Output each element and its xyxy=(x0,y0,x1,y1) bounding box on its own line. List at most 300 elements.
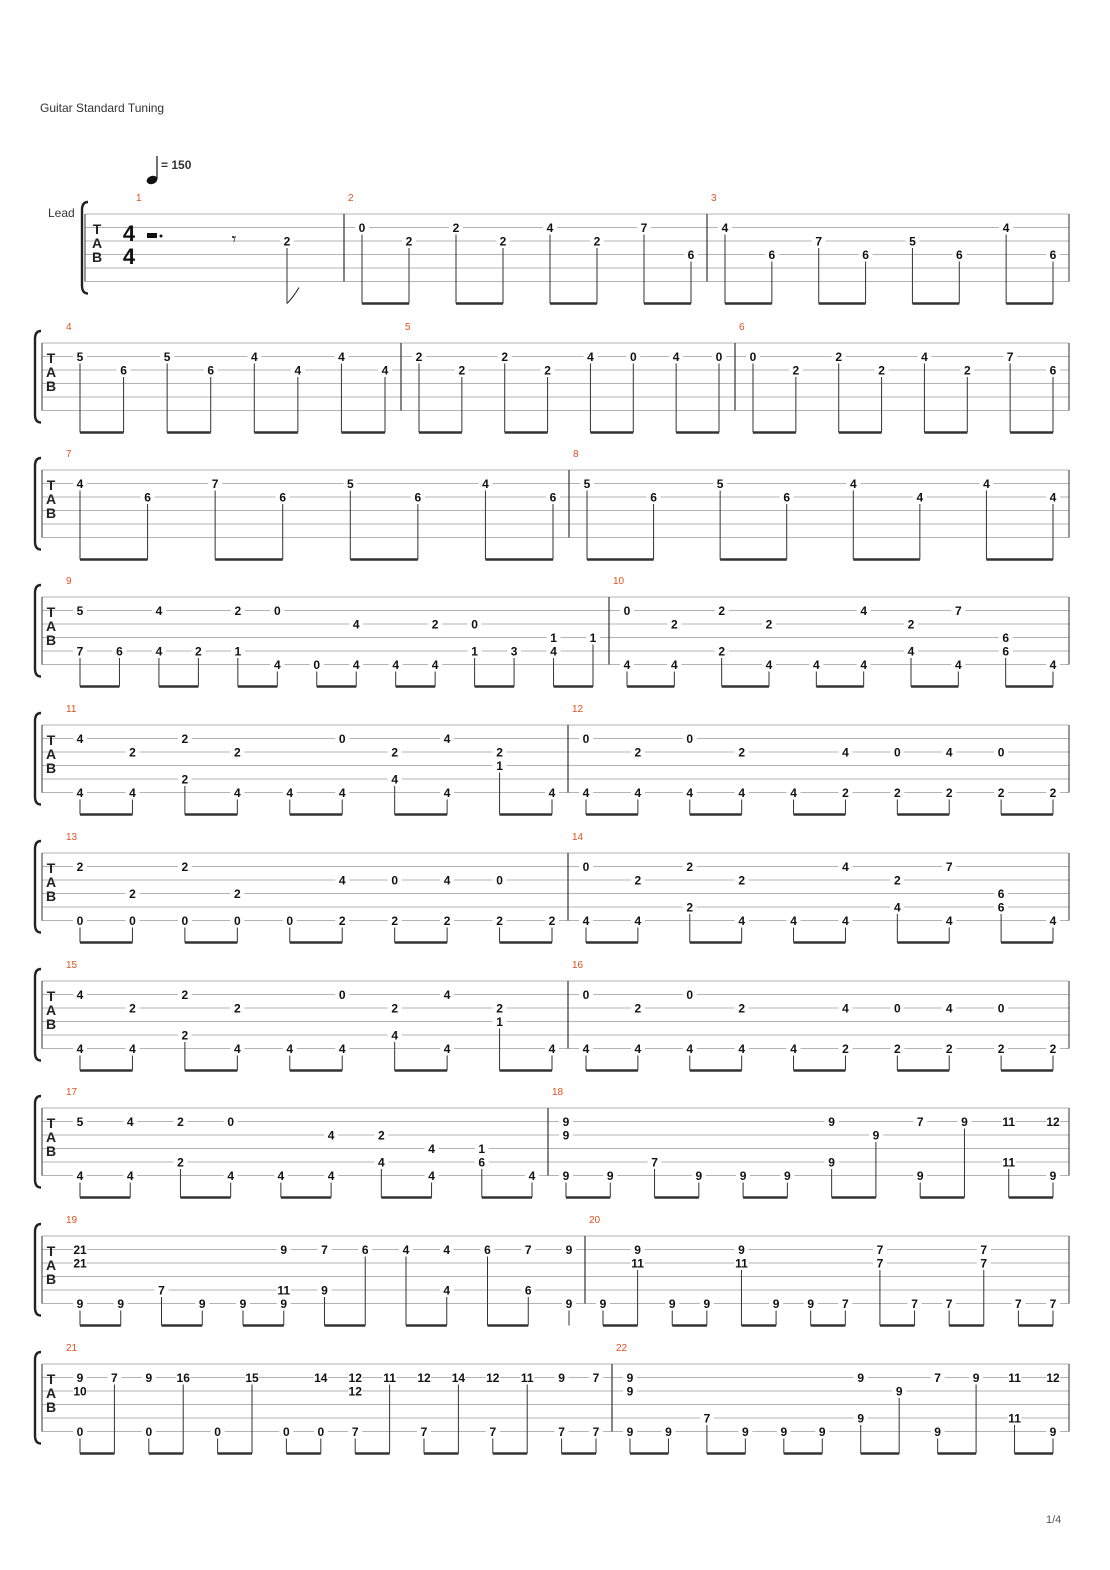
fret-number: 4 xyxy=(233,786,241,800)
fret-number: 4 xyxy=(812,658,820,672)
fret-number: 4 xyxy=(352,658,360,672)
fret-number: 9 xyxy=(738,1243,745,1257)
fret-number: 7 xyxy=(420,1425,428,1439)
fret-number: 4 xyxy=(548,1042,556,1056)
fret-number: 1 xyxy=(589,631,597,645)
fret-number: 4 xyxy=(286,1042,294,1056)
fret-number: 2 xyxy=(842,786,849,800)
fret-number: 7 xyxy=(489,1425,497,1439)
fret-number: 6 xyxy=(1002,631,1010,645)
fret-number: 4 xyxy=(842,1001,849,1016)
fret-number: 7 xyxy=(934,1371,941,1385)
fret-number: 0 xyxy=(582,860,590,874)
fret-number: 15 xyxy=(245,1371,259,1385)
fret-number: 4 xyxy=(391,772,399,787)
tab-clef-letter: B xyxy=(45,1016,57,1032)
fret-number: 2 xyxy=(835,350,843,364)
fret-number: 5 xyxy=(76,1115,84,1129)
fret-number: 7 xyxy=(945,1297,953,1311)
fret-number: 2 xyxy=(907,617,915,632)
fret-number: 6 xyxy=(524,1283,532,1298)
fret-number: 6 xyxy=(862,248,869,262)
fret-number: 0 xyxy=(283,1425,290,1439)
fret-number: 12 xyxy=(1046,1115,1060,1129)
fret-number: 4 xyxy=(377,1155,385,1170)
fret-number: 2 xyxy=(181,772,189,787)
fret-number: 2 xyxy=(738,1001,746,1016)
tab-clef-letter: B xyxy=(45,1271,57,1287)
fret-number: 14 xyxy=(314,1371,328,1385)
fret-number: 2 xyxy=(181,732,189,746)
tab-clef-letter: B xyxy=(45,505,57,521)
fret-number: 4 xyxy=(338,786,346,800)
fret-number: 4 xyxy=(443,786,451,800)
fret-number: 11 xyxy=(1008,1371,1021,1385)
fret-number: 9 xyxy=(280,1297,288,1311)
fret-number: 0 xyxy=(471,617,478,632)
time-signature-top: 4 xyxy=(122,221,136,246)
fret-number: 2 xyxy=(458,363,466,378)
tab-clef-letter: T xyxy=(46,1115,56,1131)
tab-clef-letter: A xyxy=(45,874,57,890)
fret-number: 0 xyxy=(76,914,84,928)
measure-number: 7 xyxy=(66,449,72,460)
fret-number: 9 xyxy=(818,1425,826,1439)
fret-number: 6 xyxy=(783,490,791,505)
fret-number: 4 xyxy=(842,914,849,928)
fret-number: 7 xyxy=(945,860,953,874)
fret-number: 9 xyxy=(599,1297,607,1311)
fret-number: 9 xyxy=(872,1128,880,1143)
fret-number: 4 xyxy=(582,1042,590,1056)
fret-number: 7 xyxy=(651,1155,658,1170)
fret-number: 4 xyxy=(428,1169,435,1183)
fret-number: 4 xyxy=(790,786,797,800)
fret-number: 11 xyxy=(1008,1411,1021,1426)
fret-number: 4 xyxy=(392,658,400,672)
fret-number: 2 xyxy=(181,1028,189,1043)
fret-number: 9 xyxy=(857,1411,865,1426)
fret-number: 5 xyxy=(909,234,916,249)
fret-number: 0 xyxy=(214,1425,221,1439)
fret-number: 2 xyxy=(792,363,800,378)
fret-number: 9 xyxy=(626,1384,634,1399)
fret-number: 0 xyxy=(145,1425,153,1439)
fret-number: 4 xyxy=(860,658,868,672)
fret-number: 4 xyxy=(765,658,773,672)
fret-number: 7 xyxy=(703,1411,711,1426)
fret-number: 0 xyxy=(227,1115,235,1129)
fret-number: 9 xyxy=(703,1297,711,1311)
fret-number: 9 xyxy=(828,1115,835,1129)
fret-number: 1 xyxy=(478,1142,486,1156)
tab-clef-letter: T xyxy=(46,604,56,620)
tab-clef-letter: B xyxy=(45,378,57,394)
fret-number: 4 xyxy=(338,350,345,364)
fret-number: 6 xyxy=(1049,363,1057,378)
half-rest-icon xyxy=(147,233,157,238)
fret-number: 9 xyxy=(895,1384,903,1399)
fret-number: 9 xyxy=(742,1425,749,1439)
system-bracket xyxy=(35,969,41,1061)
fret-number: 4 xyxy=(443,732,451,746)
fret-number: 9 xyxy=(562,1128,570,1143)
fret-number: 14 xyxy=(451,1371,466,1385)
fret-number: 9 xyxy=(668,1297,676,1311)
fret-number: 2 xyxy=(738,873,746,888)
fret-number: 4 xyxy=(155,604,163,618)
measure-number: 5 xyxy=(405,322,411,333)
fret-number: 1 xyxy=(496,1015,503,1029)
fret-number: 9 xyxy=(562,1115,570,1129)
fret-number: 4 xyxy=(738,1042,746,1056)
fret-number: 2 xyxy=(391,1001,399,1016)
measure-number: 14 xyxy=(572,832,584,843)
fret-number: 0 xyxy=(129,914,136,928)
fret-number: 9 xyxy=(76,1297,84,1311)
fret-number: 7 xyxy=(980,1256,988,1271)
tab-clef-letter: T xyxy=(46,1371,56,1387)
fret-number: 7 xyxy=(1015,1297,1022,1311)
fret-number: 12 xyxy=(1046,1371,1060,1385)
fret-number: 4 xyxy=(945,745,953,760)
tab-clef-letter: A xyxy=(45,1129,57,1145)
fret-number: 4 xyxy=(443,988,451,1002)
tab-clef-letter: T xyxy=(92,221,102,237)
fret-number: 2 xyxy=(177,1115,184,1129)
system-bracket xyxy=(35,1224,41,1316)
fret-number: 9 xyxy=(784,1169,791,1183)
fret-number: 4 xyxy=(1002,221,1010,235)
tab-clef-letter: B xyxy=(45,632,57,648)
fret-number: 4 xyxy=(921,350,928,364)
measure-number: 9 xyxy=(66,576,72,587)
tab-clef-letter: T xyxy=(46,860,56,876)
page-number: 1/4 xyxy=(1046,1514,1062,1526)
fret-number: 7 xyxy=(524,1243,532,1257)
tab-clef-letter: T xyxy=(46,1243,56,1259)
fret-number: 7 xyxy=(640,221,648,235)
fret-number: 3 xyxy=(510,644,518,659)
fret-number: 6 xyxy=(768,248,776,262)
system-bracket xyxy=(35,331,41,423)
fret-number: 4 xyxy=(738,786,746,800)
tuning-label: Guitar Standard Tuning xyxy=(40,101,165,115)
measure-number: 8 xyxy=(573,449,579,460)
fret-number: 2 xyxy=(1049,1042,1057,1056)
fret-number: 9 xyxy=(145,1371,153,1385)
fret-number: 0 xyxy=(997,1001,1005,1016)
fret-number: 9 xyxy=(1049,1425,1057,1439)
fret-number: 7 xyxy=(558,1425,565,1439)
fret-number: 4 xyxy=(76,1169,84,1183)
fret-number: 1 xyxy=(234,644,242,659)
fret-number: 0 xyxy=(391,873,399,888)
fret-number: 6 xyxy=(650,490,657,505)
fret-number: 4 xyxy=(634,1042,642,1056)
fret-number: 4 xyxy=(76,477,84,491)
fret-number: 4 xyxy=(233,1042,241,1056)
fret-number: 0 xyxy=(893,745,901,760)
measure-number: 3 xyxy=(711,193,717,204)
fret-number: 2 xyxy=(893,873,901,888)
fret-number: 4 xyxy=(907,644,915,659)
fret-number: 2 xyxy=(634,1001,642,1016)
fret-number: 4 xyxy=(428,1142,435,1156)
fret-number: 0 xyxy=(317,1425,325,1439)
fret-number: 0 xyxy=(338,988,346,1002)
fret-number: 7 xyxy=(815,234,823,249)
rest-dot xyxy=(160,235,163,238)
fret-number: 4 xyxy=(842,860,849,874)
fret-number: 2 xyxy=(452,221,460,235)
fret-number: 4 xyxy=(126,1169,134,1183)
fret-number: 2 xyxy=(842,1042,849,1056)
fret-number: 12 xyxy=(348,1371,362,1385)
tab-clef-letter: A xyxy=(45,618,57,634)
measure-number: 6 xyxy=(739,322,745,333)
fret-number: 4 xyxy=(686,1042,694,1056)
fret-number: 0 xyxy=(997,745,1005,760)
fret-number: 2 xyxy=(283,234,291,249)
fret-number: 2 xyxy=(431,617,439,632)
fret-number: 0 xyxy=(749,350,757,364)
fret-number: 2 xyxy=(338,914,346,928)
fret-number: 0 xyxy=(629,350,637,364)
measure-number: 19 xyxy=(66,1215,78,1226)
fret-number: 2 xyxy=(997,786,1005,800)
fret-number: 2 xyxy=(233,1001,241,1016)
fret-number: 11 xyxy=(520,1371,534,1385)
measure-number: 2 xyxy=(348,193,354,204)
fret-number: 2 xyxy=(501,350,509,364)
fret-number: 0 xyxy=(582,988,590,1002)
fret-number: 4 xyxy=(129,786,136,800)
fret-number: 4 xyxy=(391,1028,399,1043)
fret-number: 9 xyxy=(634,1243,641,1257)
tab-clef-letter: A xyxy=(91,235,103,251)
fret-number: 2 xyxy=(997,1042,1005,1056)
fret-number: 4 xyxy=(227,1169,235,1183)
tab-clef-letter: A xyxy=(45,746,57,762)
fret-number: 2 xyxy=(496,914,503,928)
fret-number: 2 xyxy=(893,1042,901,1056)
fret-number: 4 xyxy=(155,644,163,659)
fret-number: 2 xyxy=(963,363,971,378)
tab-clef-letter: A xyxy=(45,491,57,507)
fret-number: 4 xyxy=(126,1115,134,1129)
tab-clef-letter: B xyxy=(45,1399,57,1415)
fret-number: 9 xyxy=(117,1297,125,1311)
fret-number: 4 xyxy=(738,914,746,928)
fret-number: 21 xyxy=(73,1243,87,1257)
fret-number: 7 xyxy=(954,604,962,618)
fret-number: 6 xyxy=(414,490,422,505)
fret-number: 4 xyxy=(402,1243,410,1257)
fret-number: 16 xyxy=(176,1371,190,1385)
fret-number: 0 xyxy=(582,732,590,746)
fret-number: 6 xyxy=(361,1243,369,1257)
fret-number: 9 xyxy=(961,1115,968,1129)
fret-number: 4 xyxy=(893,900,901,915)
measure-number: 22 xyxy=(616,1343,628,1354)
tab-clef-letter: T xyxy=(46,477,56,493)
fret-number: 4 xyxy=(983,477,990,491)
fret-number: 5 xyxy=(76,604,84,618)
fret-number: 7 xyxy=(111,1371,118,1385)
system-bracket xyxy=(35,458,41,550)
fret-number: 9 xyxy=(695,1169,703,1183)
fret-number: 1 xyxy=(550,631,557,645)
fret-number: 7 xyxy=(321,1243,328,1257)
fret-number: 2 xyxy=(129,887,136,901)
tab-clef-letter: T xyxy=(46,350,56,366)
fret-number: 4 xyxy=(582,786,590,800)
note-flag xyxy=(287,288,299,304)
measure-number: 16 xyxy=(572,960,584,971)
tab-clef-letter: T xyxy=(46,732,56,748)
fret-number: 6 xyxy=(144,490,151,505)
fret-number: 9 xyxy=(1049,1169,1057,1183)
measure-number: 20 xyxy=(589,1215,601,1226)
fret-number: 7 xyxy=(1049,1297,1057,1311)
fret-number: 6 xyxy=(120,363,127,378)
fret-number: 2 xyxy=(718,604,726,618)
fret-number: 6 xyxy=(207,363,215,378)
fret-number: 2 xyxy=(195,644,202,659)
fret-number: 12 xyxy=(417,1371,431,1385)
fret-number: 6 xyxy=(549,490,557,505)
fret-number: 4 xyxy=(790,1042,797,1056)
fret-number: 7 xyxy=(911,1297,918,1311)
fret-number: 0 xyxy=(233,914,241,928)
fret-number: 2 xyxy=(391,914,399,928)
fret-number: 2 xyxy=(548,914,556,928)
fret-number: 4 xyxy=(76,786,84,800)
measure-number: 21 xyxy=(66,1343,78,1354)
fret-number: 4 xyxy=(443,1042,451,1056)
fret-number: 2 xyxy=(76,860,84,874)
fret-number: 4 xyxy=(548,786,556,800)
fret-number: 7 xyxy=(980,1243,988,1257)
measure-number: 15 xyxy=(66,960,78,971)
fret-number: 11 xyxy=(631,1256,644,1271)
fret-number: 4 xyxy=(76,1042,84,1056)
fret-number: 11 xyxy=(1002,1115,1016,1129)
system-bracket xyxy=(35,1352,41,1444)
tab-clef-letter: A xyxy=(45,1002,57,1018)
fret-number: 9 xyxy=(916,1169,924,1183)
fret-number: 2 xyxy=(718,644,726,659)
fret-number: 4 xyxy=(443,1283,451,1298)
fret-number: 2 xyxy=(945,786,953,800)
measure-number: 11 xyxy=(66,704,77,715)
fret-number: 6 xyxy=(116,644,123,659)
fret-number: 9 xyxy=(239,1297,247,1311)
fret-number: 4 xyxy=(327,1169,335,1183)
fret-number: 4 xyxy=(634,914,642,928)
fret-number: 5 xyxy=(163,350,171,364)
fret-number: 2 xyxy=(738,745,746,760)
fret-number: 9 xyxy=(772,1297,780,1311)
fret-number: 4 xyxy=(482,477,489,491)
fret-number: 1 xyxy=(496,759,503,773)
fret-number: 11 xyxy=(277,1283,291,1298)
fret-number: 4 xyxy=(338,873,346,888)
fret-number: 4 xyxy=(286,786,294,800)
fret-number: 6 xyxy=(1002,644,1010,659)
fret-number: 4 xyxy=(250,350,258,364)
fret-number: 2 xyxy=(765,617,773,632)
fret-number: 0 xyxy=(686,732,694,746)
measure-number: 18 xyxy=(552,1087,564,1098)
system-bracket xyxy=(35,1096,41,1188)
fret-number: 5 xyxy=(583,477,591,491)
fret-number: 2 xyxy=(181,988,189,1002)
measure-number: 17 xyxy=(66,1087,78,1098)
fret-number: 9 xyxy=(739,1169,747,1183)
fret-number: 10 xyxy=(73,1384,87,1399)
fret-number: 7 xyxy=(916,1115,924,1129)
fret-number: 4 xyxy=(945,1001,953,1016)
tab-clef-letter: B xyxy=(45,888,57,904)
fret-number: 11 xyxy=(735,1256,748,1271)
fret-number: 2 xyxy=(544,363,551,378)
fret-number: 4 xyxy=(686,786,694,800)
fret-number: 4 xyxy=(76,732,84,746)
system-bracket xyxy=(35,841,41,933)
fret-number: 9 xyxy=(606,1169,614,1183)
fret-number: 6 xyxy=(997,887,1005,901)
fret-number: 9 xyxy=(321,1283,328,1298)
fret-number: 4 xyxy=(849,477,857,491)
measure-number: 1 xyxy=(136,193,142,204)
fret-number: 11 xyxy=(1002,1155,1016,1170)
fret-number: 6 xyxy=(687,248,695,262)
fret-number: 7 xyxy=(1006,350,1014,364)
fret-number: 7 xyxy=(592,1425,600,1439)
fret-number: 2 xyxy=(496,745,503,760)
fret-number: 2 xyxy=(878,363,885,378)
fret-number: 4 xyxy=(431,658,439,672)
fret-number: 4 xyxy=(860,604,868,618)
fret-number: 6 xyxy=(1049,248,1057,262)
fret-number: 2 xyxy=(1049,786,1057,800)
fret-number: 9 xyxy=(828,1155,835,1170)
fret-number: 0 xyxy=(76,1425,84,1439)
measure-number: 12 xyxy=(572,704,584,715)
fret-number: 2 xyxy=(686,860,694,874)
fret-number: 4 xyxy=(1049,914,1057,928)
fret-number: 2 xyxy=(377,1128,385,1143)
tab-clef-letter: B xyxy=(91,249,103,265)
fret-number: 4 xyxy=(76,988,84,1002)
fret-number: 4 xyxy=(1049,658,1057,672)
fret-number: 4 xyxy=(294,363,302,378)
fret-number: 4 xyxy=(634,786,642,800)
fret-number: 5 xyxy=(76,350,84,364)
fret-number: 4 xyxy=(945,914,953,928)
fret-number: 4 xyxy=(582,914,590,928)
fret-number: 6 xyxy=(484,1243,491,1257)
fret-number: 9 xyxy=(558,1371,565,1385)
fret-number: 0 xyxy=(496,873,503,888)
fret-number: 4 xyxy=(338,1042,346,1056)
fret-number: 5 xyxy=(346,477,354,491)
fret-number: 2 xyxy=(945,1042,953,1056)
fret-number: 4 xyxy=(842,745,849,760)
fret-number: 6 xyxy=(955,248,963,262)
